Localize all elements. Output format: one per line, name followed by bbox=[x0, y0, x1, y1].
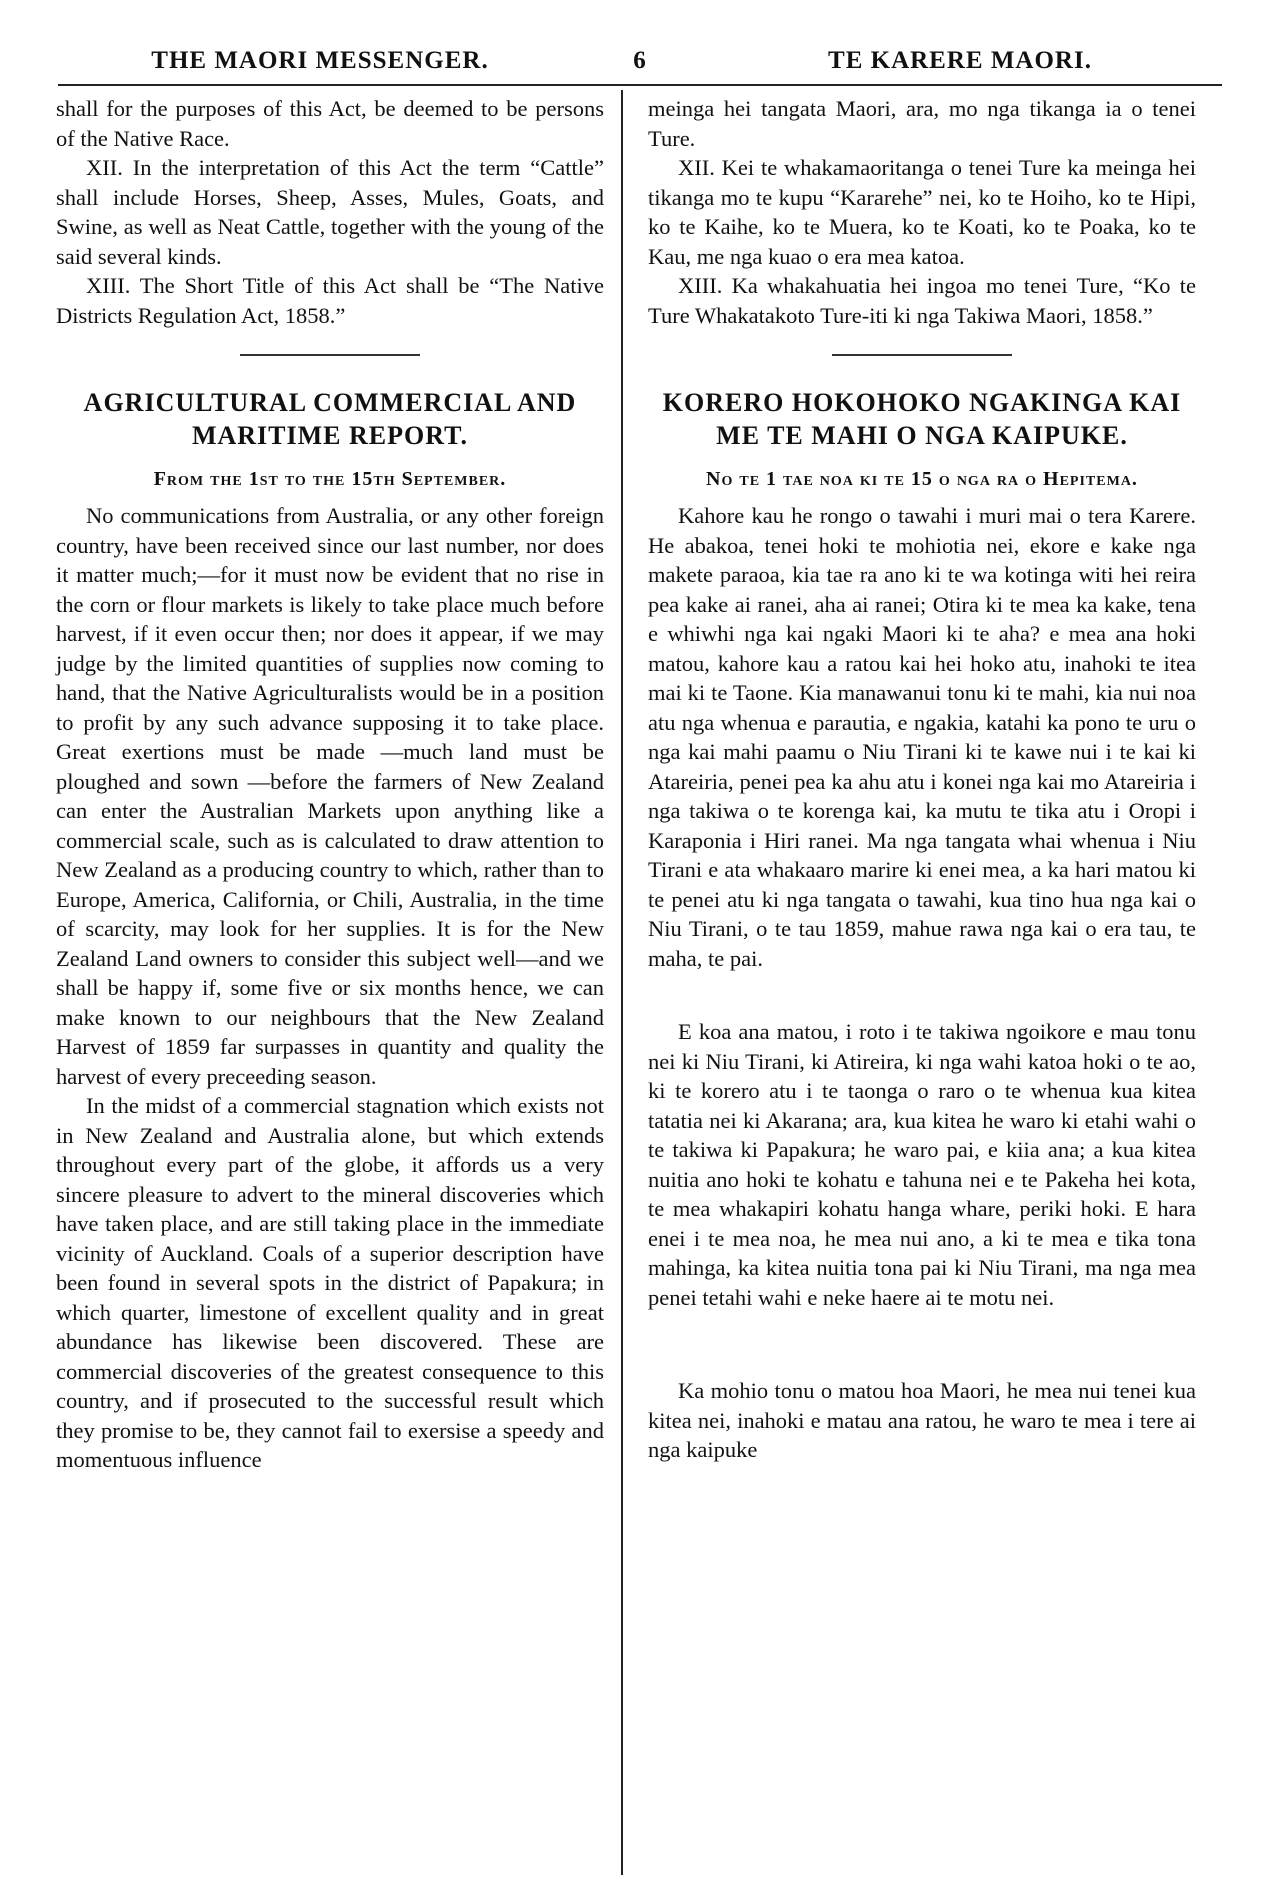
header-rule bbox=[58, 84, 1222, 86]
column-divider bbox=[621, 90, 623, 1875]
english-masthead-title: THE MAORI MESSENGER. bbox=[151, 47, 489, 74]
english-report-paragraph-2: In the midst of a commercial stagnation which exists not in New Zealand and Australia alone, but which extends throughout every part of the globe, it affords us a very sincere pleasure to advert to the mineral discoveries which have taken place, and are still taking place in the immediate vicinity of Auckland. Coals of a superior description have been found in several spots in the district of Papakura; in which quarter, limestone of excellent quality and in great abundance has likewise been discovered. These are commercial discoveries of the greatest consequence to this country, and if prosecuted to the successful result which they promise to be, they cannot fail to exersise a speedy and momentuous influence bbox=[56, 1093, 604, 1472]
maori-act-continuation: meinga hei tangata Maori, ara, mo nga tikanga ia o tenei Ture. bbox=[648, 96, 1196, 151]
english-report-dates: From the 1st to the 15th September. bbox=[153, 468, 507, 490]
section-divider bbox=[240, 354, 420, 356]
maori-section-12: XII. Kei te whakamaoritanga o tenei Ture ka meinga hei tikanga mo te kupu “Kararehe” nei, ko te Hoiho, ko te Hipi, ko te Kaihe, ko te Muera, ko te Koati, ko te Poaka, ko te Kau, me nga kuao o era mea katoa. bbox=[648, 155, 1196, 269]
maori-masthead-title: TE KARERE MAORI. bbox=[828, 47, 1092, 74]
maori-report-title: KORERO HOKOHOKO NGAKINGA KAI ME TE MAHI O NGA KAIPUKE. bbox=[662, 388, 1182, 450]
english-column bbox=[56, 94, 604, 1475]
section-divider bbox=[832, 354, 1012, 356]
maori-report-paragraph-3: Ka mohio tonu o matou hoa Maori, he mea nui tenei kua kitea nei, inahoki e matau ana ratou, he waro te mea i tere ai nga kaipuke bbox=[648, 1378, 1196, 1462]
english-act-continuation: shall for the purposes of this Act, be deemed to be persons of the Native Race. bbox=[56, 96, 604, 151]
running-head bbox=[60, 44, 1220, 78]
maori-report-paragraph-1: Kahore kau he rongo o tawahi i muri mai o tera Karere. He abakoa, tenei hoki te mohiotia nei, ekore e kake nga makete paraoa, kia tae ra ano ki te wa kotinga witi hei reira pea kake ai ranei, aha ai ranei; Otira ki te mea ka kake, tena e whiwhi nga kai ngaki Maori ki te aha? e mea ana hoki matou, kahore kau a ratou kai hei hoko atu, inahoki te itea mai ki te Taone. Kia manawanui tonu ki te mahi, kia nui noa atu nga whenua e parautia, e ngakia, katahi ka pono te uru o nga kai mahi paamu o Niu Tirani ki te kawe nui i te kai ki Atareiria, penei pea ka ahu atu i konei nga kai mo Atareiria i nga takiwa o te korenga kai, ka mutu te tika atu i Oropi i Karaponia i Hiri ranei. Ma nga tangata whai whenua i Niu Tirani e ata whakaaro marire ki enei mea, a ka hari matou ki te penei atu ki nga tangata o tawahi, kua tino hua nga kai o Niu Tirani, o te tau 1859, mahue rawa nga kai o era tau, te maha, te pai. bbox=[648, 503, 1196, 971]
paragraph-gap bbox=[648, 973, 1196, 1017]
page-number: 6 bbox=[633, 47, 647, 74]
english-section-12: XII. In the interpretation of this Act the term “Cattle” shall include Horses, Sheep, Asses, Mules, Goats, and Swine, as well as Neat Cattle, together with the young of the said several kinds. bbox=[56, 155, 604, 269]
maori-report-paragraph-2: E koa ana matou, i roto i te takiwa ngoikore e mau tonu nei ki Niu Tirani, ki Atireira, ki nga wahi katoa hoki o te ao, ki te korero atu i te taonga o raro o te whenua kua kitea tatatia nei ki Akarana; ara, kua kitea he waro ki etahi wahi o te takiwa ki Papakura; he waro pai, e kiia ana; a kua kitea nuitia ano hoki te kohatu e tahuna nei e te Pakeha hei kota, te mea whakapiri kohatu hanga whare, periki hoki. E hara enei i te mea noa, he mea nui ano, a ki te mea e tika tona mahinga, ka kitea nuitia tona pai ki Niu Tirani, ma nga mea penei tetahi wahi e neke haere ai te motu nei. bbox=[648, 1019, 1196, 1310]
english-report-paragraph-1: No communications from Australia, or any other foreign country, have been received since our last number, nor does it matter much;—for it must now be evident that no rise in the corn or flour markets is likely to take place much before harvest, if it even occur then; nor does it appear, if we may judge by the limited quantities of supplies now coming to hand, that the Native Agriculturalists would be in a position to profit by any such advance supposing it to take place. Great exertions must be made —much land must be ploughed and sown —before the farmers of New Zealand can enter the Australian Markets upon anything like a commercial scale, such as is calculated to draw attention to New Zealand as a producing country to which, rather than to Europe, America, California, or Chili, Australia, in the time of scarcity, may look for her supplies. It is for the New Zealand Land owners to consider this subject well—and we shall be happy if, some five or six months hence, we can make known to our neighbours that the New Zealand Harvest of 1859 far surpasses in quantity and quality the harvest of every preceeding season. bbox=[56, 503, 604, 1089]
maori-report-dates: No te 1 tae noa ki te 15 o nga ra o Hepitema. bbox=[706, 468, 1138, 490]
paragraph-gap bbox=[648, 1312, 1196, 1376]
maori-column bbox=[648, 94, 1196, 1465]
maori-section-13: XIII. Ka whakahuatia hei ingoa mo tenei Ture, “Ko te Ture Whakatakoto Ture-iti ki nga Takiwa Maori, 1858.” bbox=[648, 273, 1196, 328]
english-report-title: AGRICULTURAL COMMERCIAL AND MARITIME REPORT. bbox=[83, 388, 577, 450]
english-section-13: XIII. The Short Title of this Act shall be “The Native Districts Regulation Act, 1858.” bbox=[56, 273, 604, 328]
